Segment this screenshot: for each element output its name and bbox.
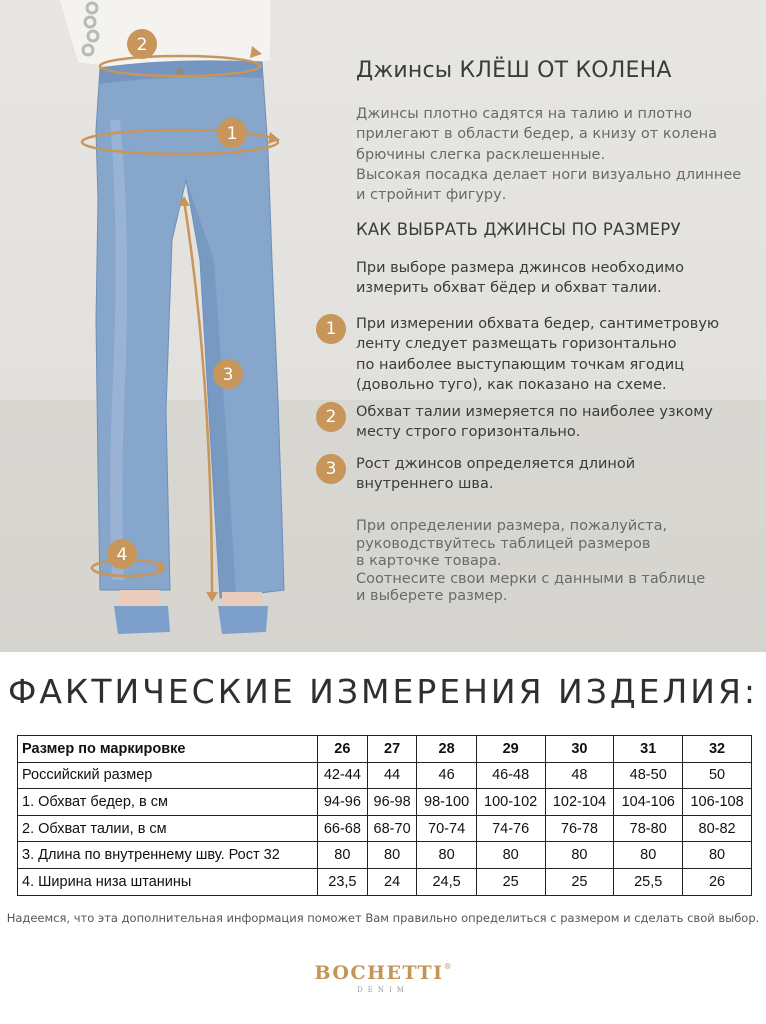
table-cell: 96-98 [367, 789, 417, 816]
row-label-cell: 1. Обхват бедер, в см [18, 789, 318, 816]
footer-note: Надеемся, что эта дополнительная информация поможет Вам правильно определиться с размером и сделать свой выбор. [6, 911, 760, 925]
table-cell: 74-76 [476, 815, 545, 842]
table-cell: 26 [683, 868, 752, 895]
table-row [18, 789, 752, 816]
jeans-figure-illustration [0, 0, 340, 652]
table-header-cell: 28 [417, 736, 476, 763]
intro-text [356, 258, 684, 299]
table-body [18, 762, 752, 895]
product-title: Джинсы КЛЁШ ОТ КОЛЕНА [356, 58, 672, 83]
table-cell: 80 [318, 842, 368, 869]
table-row [18, 868, 752, 895]
product-description [356, 104, 742, 205]
inseam-arrow-bottom-icon [206, 592, 218, 602]
size-table [17, 735, 752, 896]
marker-4-label: 4 [116, 545, 128, 565]
table-header-cell: Размер по маркировке [18, 736, 318, 763]
description-line: брючины слегка расклешенные. [356, 146, 606, 163]
description-line: и стройнит фигуру. [356, 187, 507, 204]
table-cell: 94-96 [318, 789, 368, 816]
note-line: При определении размера, пожалуйста, [356, 518, 668, 534]
description-line: прилегают в области бедер, а книзу от колена [356, 126, 718, 143]
shoe-left [114, 606, 170, 634]
table-cell: 23,5 [318, 868, 368, 895]
step-line: При измерении обхвата бедер, сантиметровую [356, 316, 720, 332]
table-cell: 68-70 [367, 815, 417, 842]
note-line: в карточке товара. [356, 553, 502, 570]
table-cell: 80 [614, 842, 683, 869]
step-text [356, 454, 635, 495]
step-line: по наиболее выступающим точкам ягодиц [356, 356, 685, 373]
step-text [356, 402, 713, 443]
step-line: Рост джинсов определяется длиной [356, 456, 636, 472]
table-header-row [18, 736, 752, 763]
table-cell: 44 [367, 762, 417, 789]
how-to-choose-heading: КАК ВЫБРАТЬ ДЖИНСЫ ПО РАЗМЕРУ [356, 220, 681, 239]
table-row [18, 842, 752, 869]
table-cell: 66-68 [318, 815, 368, 842]
table-cell: 76-78 [545, 815, 614, 842]
note-line: руководствуйтесь таблицей размеров [356, 535, 651, 552]
table-header-cell: 27 [367, 736, 417, 763]
marker-3-label: 3 [222, 365, 234, 385]
brand-logo [0, 962, 766, 994]
marker-1-label: 1 [226, 124, 238, 144]
row-label-cell: 4. Ширина низа штанины [18, 868, 318, 895]
registered-mark: ® [443, 962, 452, 971]
step-number-badge: 1 [316, 314, 346, 344]
brand-name: BOCHETTI [314, 962, 444, 984]
note-line: и выберете размер. [356, 588, 508, 605]
note-line: Соотнесите свои мерки с данными в таблице [356, 570, 706, 587]
table-header-cell: 32 [683, 736, 752, 763]
table-cell: 80 [367, 842, 417, 869]
table-cell: 78-80 [614, 815, 683, 842]
description-line: Высокая посадка делает ноги визуально длиннее [356, 166, 742, 183]
table-cell: 48 [545, 762, 614, 789]
row-label-cell: 3. Длина по внутреннему шву. Рост 32 [18, 842, 318, 869]
table-cell: 46 [417, 762, 476, 789]
step-number-badge: 2 [316, 402, 346, 432]
table-cell: 25 [476, 868, 545, 895]
table-header-cell: 30 [545, 736, 614, 763]
step-number-badge: 3 [316, 454, 346, 484]
step-line: внутреннего шва. [356, 476, 494, 493]
intro-line: При выборе размера джинсов необходимо [356, 260, 684, 276]
shoe-right [218, 606, 268, 634]
step-line: ленту следует размещать горизонтально [356, 336, 677, 353]
table-header-cell: 26 [318, 736, 368, 763]
brand-subtitle: DENIM [357, 986, 409, 994]
marker-2-label: 2 [136, 35, 148, 55]
table-cell: 50 [683, 762, 752, 789]
measurements-heading: ФАКТИЧЕСКИЕ ИЗМЕРЕНИЯ ИЗДЕЛИЯ: [7, 672, 759, 711]
size-advice-note [356, 518, 705, 606]
table-cell: 24,5 [417, 868, 476, 895]
step-line: месту строго горизонтально. [356, 424, 581, 441]
description-line: Джинсы плотно садятся на талию и плотно [356, 106, 692, 122]
intro-line: измерить обхват бёдер и обхват талии. [356, 280, 662, 297]
table-cell: 100-102 [476, 789, 545, 816]
row-label-cell: 2. Обхват талии, в см [18, 815, 318, 842]
table-cell: 24 [367, 868, 417, 895]
table-cell: 80 [545, 842, 614, 869]
step-line: Обхват талии измеряется по наиболее узкому [356, 404, 713, 420]
table-cell: 104-106 [614, 789, 683, 816]
table-cell: 70-74 [417, 815, 476, 842]
step-line: (довольно туго), как показано на схеме. [356, 376, 667, 393]
table-row [18, 762, 752, 789]
table-header-cell: 31 [614, 736, 683, 763]
table-cell: 106-108 [683, 789, 752, 816]
table-cell: 80-82 [683, 815, 752, 842]
table-cell: 46-48 [476, 762, 545, 789]
table-cell: 25,5 [614, 868, 683, 895]
row-label-cell: Российский размер [18, 762, 318, 789]
table-header-cell: 29 [476, 736, 545, 763]
step-text [356, 314, 719, 395]
table-cell: 25 [545, 868, 614, 895]
table-cell: 80 [417, 842, 476, 869]
table-cell: 42-44 [318, 762, 368, 789]
table-cell: 80 [683, 842, 752, 869]
table-cell: 80 [476, 842, 545, 869]
table-cell: 98-100 [417, 789, 476, 816]
table-row [18, 815, 752, 842]
table-cell: 102-104 [545, 789, 614, 816]
table-cell: 48-50 [614, 762, 683, 789]
